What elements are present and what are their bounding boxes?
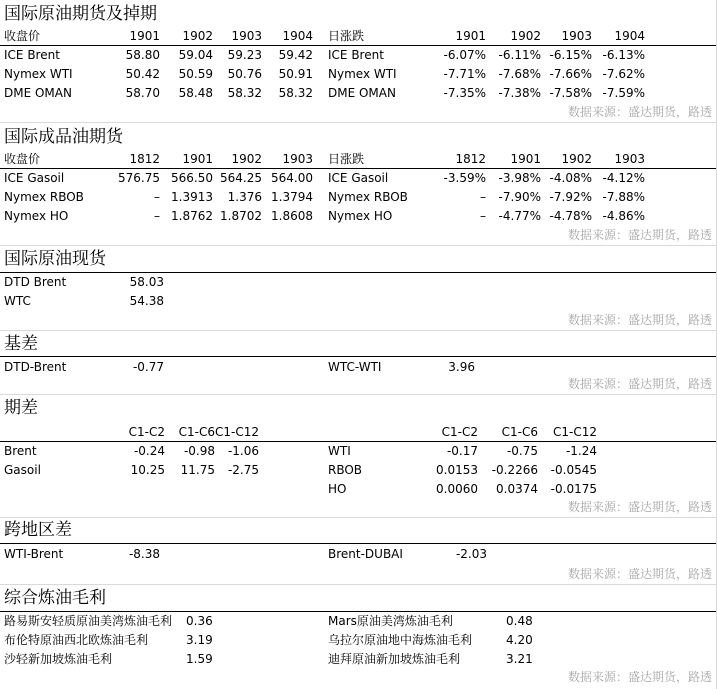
table-cell: -4.08% [549, 171, 592, 185]
table-cell: 0.0060 [436, 482, 478, 496]
section-divider [0, 330, 716, 331]
table-cell: -0.75 [506, 444, 538, 458]
column-header: C1-C12 [553, 425, 597, 439]
row-label: 布伦特原油西北欧炼油毛利 [4, 633, 149, 647]
column-header: 收盘价 [4, 29, 41, 43]
data-source-note: 数据来源：盛达期货，路透 [567, 567, 712, 581]
table-cell: 1.8608 [271, 209, 313, 223]
column-header: 收盘价 [4, 152, 41, 166]
data-source-note: 数据来源：盛达期货，路透 [567, 105, 712, 119]
table-cell: – [480, 209, 486, 223]
table-cell: 58.48 [178, 86, 213, 100]
column-header: C1-C12 [215, 425, 259, 439]
table-cell: 0.48 [506, 614, 533, 628]
table-cell: -1.24 [565, 444, 597, 458]
column-header: 1902 [561, 152, 592, 166]
table-cell: 50.42 [125, 67, 160, 81]
section-divider [0, 394, 716, 395]
row-label: ICE Gasoil [4, 171, 65, 185]
table-cell: 1.3794 [271, 190, 313, 204]
section-divider [0, 517, 716, 518]
table-cell: -7.68% [498, 67, 541, 81]
column-header: 1901 [455, 29, 486, 43]
row-label: DME OMAN [4, 86, 72, 100]
column-header: 1903 [614, 152, 645, 166]
column-header: 1902 [231, 152, 262, 166]
table-cell: -3.59% [443, 171, 486, 185]
table-cell: 576.75 [118, 171, 160, 185]
table-cell: 58.32 [278, 86, 313, 100]
column-header: 1903 [561, 29, 592, 43]
table-cell: 50.76 [227, 67, 262, 81]
table-cell: -0.24 [133, 444, 165, 458]
row-label: WTI [328, 444, 351, 458]
table-cell: -2.75 [227, 463, 259, 477]
row-label: Nymex RBOB [328, 190, 408, 204]
table-cell: 10.25 [130, 463, 165, 477]
row-label: 路易斯安轻质原油美湾炼油毛利 [4, 614, 173, 628]
table-cell: 0.0153 [436, 463, 478, 477]
table-cell: -7.58% [549, 86, 592, 100]
table-cell: -7.66% [549, 67, 592, 81]
table-cell: 50.59 [178, 67, 213, 81]
data-source-note: 数据来源：盛达期货，路透 [567, 313, 712, 327]
column-header: 1901 [182, 152, 213, 166]
table-cell: 58.80 [125, 48, 160, 62]
table-cell: -4.86% [602, 209, 645, 223]
header-rule [0, 611, 716, 612]
table-cell: -4.77% [498, 209, 541, 223]
column-header: C1-C2 [128, 425, 165, 439]
column-header: 1901 [129, 29, 160, 43]
row-label: Nymex WTI [328, 67, 397, 81]
table-cell: 3.96 [448, 360, 475, 374]
table-cell: -8.38 [128, 547, 160, 561]
table-cell: -7.90% [498, 190, 541, 204]
table-cell: -3.98% [498, 171, 541, 185]
column-header: 1904 [282, 29, 313, 43]
column-header: 1904 [614, 29, 645, 43]
row-label: DTD-Brent [4, 360, 67, 374]
table-cell: -4.78% [549, 209, 592, 223]
table-cell: -7.38% [498, 86, 541, 100]
row-label: 乌拉尔原油地中海炼油毛利 [328, 633, 473, 647]
table-cell: 564.00 [271, 171, 313, 185]
section-title: 期差 [4, 398, 38, 418]
table-cell: 1.376 [227, 190, 262, 204]
row-label: Brent-DUBAI [328, 547, 403, 561]
section-title: 跨地区差 [4, 520, 72, 540]
section-title: 国际成品油期货 [4, 127, 123, 147]
column-header: C1-C6 [501, 425, 538, 439]
row-label: RBOB [328, 463, 363, 477]
row-label: ICE Gasoil [328, 171, 389, 185]
table-cell: -7.62% [602, 67, 645, 81]
table-cell: 59.42 [278, 48, 313, 62]
row-label: DME OMAN [328, 86, 396, 100]
table-cell: -6.07% [443, 48, 486, 62]
row-label: DTD Brent [4, 275, 67, 289]
row-label: ICE Brent [4, 48, 60, 62]
row-label: ICE Brent [328, 48, 384, 62]
table-cell: 1.8702 [220, 209, 262, 223]
column-header: 日涨跌 [328, 152, 365, 166]
row-label: Nymex HO [4, 209, 69, 223]
column-header: C1-C2 [441, 425, 478, 439]
header-rule [0, 168, 716, 169]
table-cell: 58.70 [125, 86, 160, 100]
header-rule [0, 356, 716, 357]
row-label: Nymex RBOB [4, 190, 84, 204]
header-rule [0, 272, 716, 273]
table-cell: 0.36 [186, 614, 213, 628]
table-cell: -6.15% [549, 48, 592, 62]
table-cell: -7.92% [549, 190, 592, 204]
section-title: 基差 [4, 334, 38, 354]
section-title: 综合炼油毛利 [4, 588, 106, 608]
table-cell: -0.2266 [491, 463, 538, 477]
table-cell: 3.19 [186, 633, 213, 647]
section-divider [0, 584, 716, 585]
table-cell: -4.12% [602, 171, 645, 185]
column-header: 1901 [510, 152, 541, 166]
table-cell: 58.03 [129, 275, 164, 289]
table-cell: -7.88% [602, 190, 645, 204]
row-label: Mars原油美湾炼油毛利 [328, 614, 453, 628]
table-cell: -0.0175 [550, 482, 597, 496]
table-cell: -2.03 [455, 547, 487, 561]
header-rule [0, 441, 716, 442]
table-cell: 11.75 [180, 463, 215, 477]
column-header: 1903 [231, 29, 262, 43]
table-cell: -0.17 [446, 444, 478, 458]
table-cell: 3.21 [506, 652, 533, 666]
row-label: WTI-Brent [4, 547, 64, 561]
row-label: WTC-WTI [328, 360, 382, 374]
column-header: 1812 [455, 152, 486, 166]
header-rule [0, 543, 716, 544]
data-source-note: 数据来源：盛达期货，路透 [567, 377, 712, 391]
column-header: 日涨跌 [328, 29, 365, 43]
table-cell: 4.20 [506, 633, 533, 647]
table-cell: -0.0545 [550, 463, 597, 477]
table-cell: -7.71% [443, 67, 486, 81]
row-label: Nymex WTI [4, 67, 73, 81]
table-cell: 566.50 [171, 171, 213, 185]
row-label: 迪拜原油新加坡炼油毛利 [328, 652, 461, 666]
row-label: 沙轻新加坡炼油毛利 [4, 652, 113, 666]
table-cell: -7.35% [443, 86, 486, 100]
row-label: Gasoil [4, 463, 41, 477]
table-cell: – [154, 209, 160, 223]
table-cell: 1.8762 [171, 209, 213, 223]
row-label: Brent [4, 444, 37, 458]
table-cell: -6.13% [602, 48, 645, 62]
table-cell: -0.77 [132, 360, 164, 374]
table-cell: – [154, 190, 160, 204]
table-cell: 59.23 [227, 48, 262, 62]
table-cell: 564.25 [220, 171, 262, 185]
data-source-note: 数据来源：盛达期货，路透 [567, 670, 712, 684]
table-cell: 1.3913 [171, 190, 213, 204]
table-cell: 58.32 [227, 86, 262, 100]
section-title: 国际原油期货及掉期 [4, 4, 157, 24]
table-cell: -7.59% [602, 86, 645, 100]
section-divider [0, 245, 716, 246]
table-cell: 54.38 [129, 294, 164, 308]
table-cell: -1.06 [227, 444, 259, 458]
header-rule [0, 45, 716, 46]
section-title: 国际原油现货 [4, 249, 106, 269]
table-cell: 1.59 [186, 652, 213, 666]
table-cell: – [480, 190, 486, 204]
column-header: 1902 [510, 29, 541, 43]
row-label: HO [328, 482, 347, 496]
column-header: 1812 [129, 152, 160, 166]
row-label: Nymex HO [328, 209, 393, 223]
table-cell: 0.0374 [496, 482, 538, 496]
table-cell: -0.98 [183, 444, 215, 458]
column-header: 1903 [282, 152, 313, 166]
table-cell: 59.04 [178, 48, 213, 62]
data-source-note: 数据来源：盛达期货，路透 [567, 500, 712, 514]
data-source-note: 数据来源：盛达期货，路透 [567, 228, 712, 242]
column-header: C1-C6 [178, 425, 215, 439]
table-cell: -6.11% [498, 48, 541, 62]
row-label: WTC [4, 294, 31, 308]
section-divider [0, 122, 716, 123]
column-header: 1902 [182, 29, 213, 43]
table-cell: 50.91 [278, 67, 313, 81]
